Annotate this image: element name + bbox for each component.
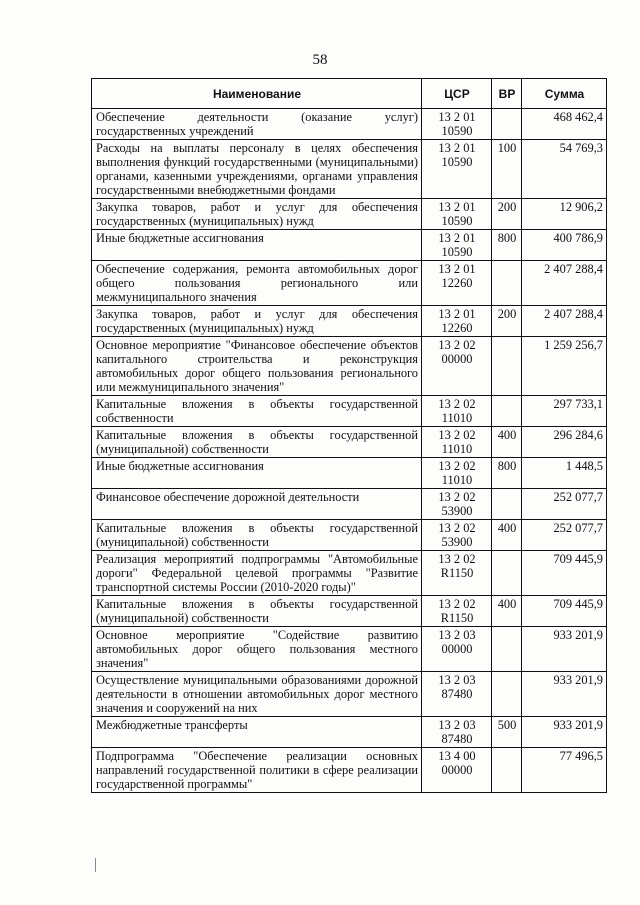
- cell-name: Осуществление муниципальными образованиями дорожной деятельности в отношении автомобильных дорог местного значения и сооружений на них: [92, 672, 422, 717]
- cell-vr: 100: [492, 140, 522, 199]
- cell-csr: 13 2 01 10590: [422, 230, 492, 261]
- cell-name: Иные бюджетные ассигнования: [92, 458, 422, 489]
- table-row: [92, 199, 607, 230]
- table-row: [92, 489, 607, 520]
- table-row: [92, 230, 607, 261]
- cell-sum: 77 496,5: [522, 748, 607, 793]
- cell-csr: 13 2 02 R1150: [422, 596, 492, 627]
- header-csr: ЦСР: [422, 79, 492, 109]
- cell-name: Обеспечение содержания, ремонта автомобильных дорог общего пользования регионального или межмуниципального значения: [92, 261, 422, 306]
- cell-csr: 13 2 03 00000: [422, 627, 492, 672]
- cell-sum: 2 407 288,4: [522, 306, 607, 337]
- cell-csr: 13 2 01 12260: [422, 261, 492, 306]
- cell-sum: 933 201,9: [522, 672, 607, 717]
- table-header-row: [92, 79, 607, 109]
- cell-name: Основное мероприятие "Финансовое обеспечение объектов капитального строительства и реконструкция автомобильных дорог общего пользования регионального или межмуниципального значения": [92, 337, 422, 396]
- cell-vr: 800: [492, 230, 522, 261]
- cell-vr: [492, 109, 522, 140]
- table-row: [92, 337, 607, 396]
- cell-name: Расходы на выплаты персоналу в целях обеспечения выполнения функций государственными (муниципальными) органами, казенными учреждениями, органами управления государственными внебюджетными фондами: [92, 140, 422, 199]
- cell-vr: [492, 672, 522, 717]
- cell-csr: 13 2 02 11010: [422, 396, 492, 427]
- cell-name: Реализация мероприятий подпрограммы "Автомобильные дороги" Федеральной целевой программы "Развитие транспортной системы России (2010-2020 годы)": [92, 551, 422, 596]
- table-row: [92, 717, 607, 748]
- cell-sum: 709 445,9: [522, 551, 607, 596]
- cell-sum: 933 201,9: [522, 717, 607, 748]
- cell-name: Капитальные вложения в объекты государственной (муниципальной) собственности: [92, 596, 422, 627]
- cell-name: Основное мероприятие "Содействие развитию автомобильных дорог общего пользования местного значения": [92, 627, 422, 672]
- cell-csr: 13 2 02 53900: [422, 489, 492, 520]
- cell-vr: [492, 551, 522, 596]
- header-name: Наименование: [92, 79, 422, 109]
- cell-csr: 13 2 01 10590: [422, 199, 492, 230]
- cell-name: Подпрограмма "Обеспечение реализации основных направлений государственной политики в сфере реализации государственной программы": [92, 748, 422, 793]
- cell-csr: 13 2 01 10590: [422, 140, 492, 199]
- cell-vr: [492, 261, 522, 306]
- cell-csr: 13 2 02 00000: [422, 337, 492, 396]
- cell-sum: 297 733,1: [522, 396, 607, 427]
- cell-name: Закупка товаров, работ и услуг для обеспечения государственных (муниципальных) нужд: [92, 199, 422, 230]
- cell-name: Капитальные вложения в объекты государственной (муниципальной) собственности: [92, 520, 422, 551]
- cell-name: Закупка товаров, работ и услуг для обеспечения государственных (муниципальных) нужд: [92, 306, 422, 337]
- cell-vr: [492, 627, 522, 672]
- scan-mark: [95, 858, 96, 872]
- cell-name: Финансовое обеспечение дорожной деятельности: [92, 489, 422, 520]
- cell-csr: 13 2 01 12260: [422, 306, 492, 337]
- cell-vr: 400: [492, 427, 522, 458]
- cell-csr: 13 4 00 00000: [422, 748, 492, 793]
- cell-csr: 13 2 02 11010: [422, 458, 492, 489]
- table-row: [92, 520, 607, 551]
- table-row: [92, 109, 607, 140]
- cell-vr: [492, 489, 522, 520]
- cell-sum: 1 448,5: [522, 458, 607, 489]
- cell-name: Межбюджетные трансферты: [92, 717, 422, 748]
- cell-sum: 296 284,6: [522, 427, 607, 458]
- cell-name: Обеспечение деятельности (оказание услуг) государственных учреждений: [92, 109, 422, 140]
- cell-sum: 252 077,7: [522, 489, 607, 520]
- table-body: [92, 109, 607, 793]
- cell-csr: 13 2 02 R1150: [422, 551, 492, 596]
- table-row: [92, 261, 607, 306]
- header-vr: ВР: [492, 79, 522, 109]
- cell-sum: 12 906,2: [522, 199, 607, 230]
- cell-sum: 1 259 256,7: [522, 337, 607, 396]
- cell-vr: [492, 396, 522, 427]
- cell-sum: 54 769,3: [522, 140, 607, 199]
- header-sum: Сумма: [522, 79, 607, 109]
- budget-table: [91, 78, 607, 793]
- cell-vr: 800: [492, 458, 522, 489]
- cell-vr: 500: [492, 717, 522, 748]
- cell-sum: 400 786,9: [522, 230, 607, 261]
- table-row: [92, 458, 607, 489]
- cell-vr: [492, 337, 522, 396]
- cell-csr: 13 2 01 10590: [422, 109, 492, 140]
- table-row: [92, 140, 607, 199]
- table-row: [92, 306, 607, 337]
- cell-name: Капитальные вложения в объекты государственной (муниципальной) собственности: [92, 427, 422, 458]
- cell-sum: 933 201,9: [522, 627, 607, 672]
- table-row: [92, 551, 607, 596]
- cell-csr: 13 2 02 11010: [422, 427, 492, 458]
- cell-vr: 400: [492, 596, 522, 627]
- cell-vr: 200: [492, 306, 522, 337]
- table-row: [92, 427, 607, 458]
- cell-csr: 13 2 02 53900: [422, 520, 492, 551]
- cell-csr: 13 2 03 87480: [422, 717, 492, 748]
- cell-vr: 400: [492, 520, 522, 551]
- table-row: [92, 596, 607, 627]
- cell-sum: 2 407 288,4: [522, 261, 607, 306]
- cell-csr: 13 2 03 87480: [422, 672, 492, 717]
- table-row: [92, 672, 607, 717]
- table-row: [92, 748, 607, 793]
- cell-sum: 468 462,4: [522, 109, 607, 140]
- cell-sum: 709 445,9: [522, 596, 607, 627]
- table-row: [92, 627, 607, 672]
- cell-vr: 200: [492, 199, 522, 230]
- page-number: 58: [312, 52, 328, 68]
- cell-name: Иные бюджетные ассигнования: [92, 230, 422, 261]
- cell-name: Капитальные вложения в объекты государственной собственности: [92, 396, 422, 427]
- cell-sum: 252 077,7: [522, 520, 607, 551]
- table-row: [92, 396, 607, 427]
- cell-vr: [492, 748, 522, 793]
